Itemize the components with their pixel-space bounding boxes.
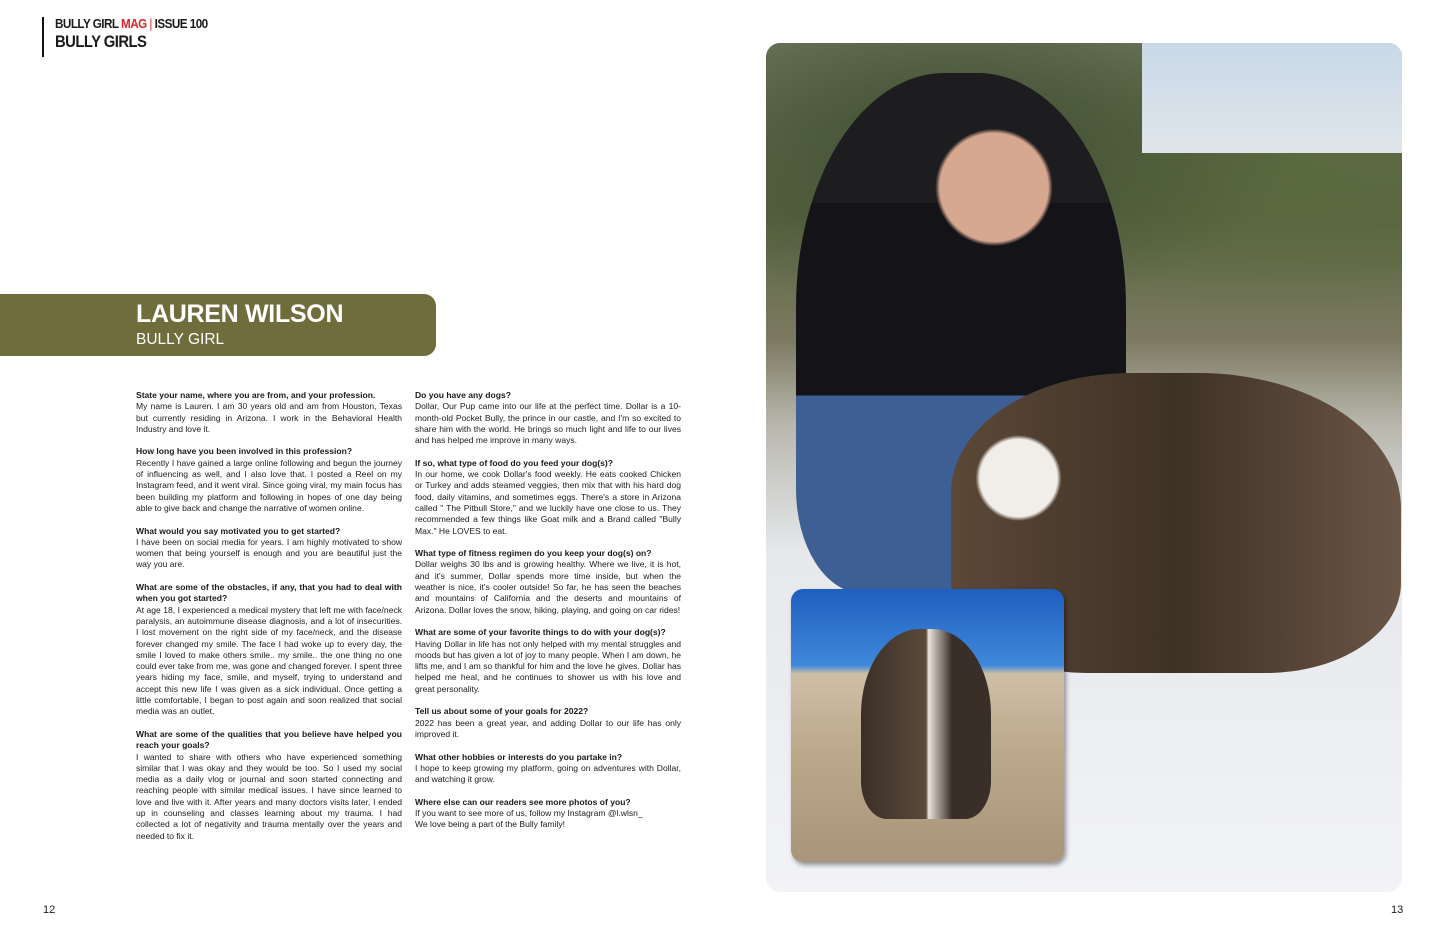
section-title: BULLY GIRLS (55, 33, 147, 51)
question: How long have you been involved in this profession? (136, 446, 353, 457)
question: What type of fitness regimen do you keep your dog(s) on? (415, 548, 652, 559)
sky (1142, 43, 1402, 153)
question: What other hobbies or interests do you partake in? (415, 751, 623, 762)
answer: 2022 has been a great year, and adding Dollar to our life has only improved it. (415, 717, 681, 739)
qa-item (136, 526, 402, 571)
answer: I have been on social media for years. I am highly motivated to show women that being yourself is enough and you are beautiful just the way you are. (136, 536, 402, 570)
qa-item (415, 627, 681, 695)
answer: In our home, we cook Dollar's food weekly. He eats cooked Chicken or Turkey and adds steamed veggies, then mix that with his hard dog food, daily vitamins, and sometimes eggs. There's a store in Arizona called " The Pitbull Store," and we luckily have one close to us. They recommended a few things like Goat milk and a Brand called "Bully Max." He LOVES to eat. (415, 469, 681, 536)
qa-item (415, 752, 681, 786)
puppy-figure (861, 629, 991, 819)
question: Do you have any dogs? (415, 390, 511, 400)
qa-item (415, 706, 681, 740)
question: If so, what type of food do you feed your dog(s)? (415, 457, 613, 468)
separator: | (146, 16, 155, 31)
qa-item (136, 390, 402, 435)
page-number-right: 13 (1391, 904, 1404, 916)
answer: Having Dollar in life has not only helped with my mental struggles and moods but has given a lot of joy to many people. When I am down, he lifts me, and I am so thankful for him and the love he gives. Dollar has helped me heal, and he continues to shower us with his love and great personality. (415, 638, 681, 694)
qa-item (136, 729, 402, 842)
answer: Recently I have gained a large online following and begun the journey of influencing as well, and I also love that. I posted a Reel on my Instagram feed, and it went viral. Since going viral, my main focus has been building my platform and following in hopes of one day being able to give back and change the narrative of women online. (136, 457, 402, 513)
question: What are some of the obstacles, if any, that you had to deal with when you got started? (136, 582, 402, 604)
interview-column-right (415, 390, 681, 842)
issue-line (55, 17, 208, 31)
answer: I hope to keep growing my platform, going on adventures with Dollar, and watching it grow. (415, 762, 681, 785)
page-number-left: 12 (43, 904, 56, 916)
answer: I wanted to share with others who have experienced something similar that I was okay and they would be too. So I used my social media as a daily vlog or journal and soon started connecting and reaching people with similar medical issues. I have since learned to love and live with it. After years and many doctors visits later, I ended up in counseling and classes learning about my trauma. I had collected a lot of negativity and trauma mentally over the years and needed to fix it. (136, 751, 402, 841)
brand-accent: MAG (121, 16, 147, 31)
brand: BULLY GIRL (55, 16, 122, 31)
question: What are some of your favorite things to do with your dog(s)? (415, 627, 666, 638)
feature-name: LAUREN WILSON (136, 300, 344, 328)
feature-title-band (0, 294, 436, 356)
feature-role: BULLY GIRL (136, 331, 225, 348)
interview-column-left (136, 390, 402, 853)
issue-number: ISSUE 100 (154, 16, 208, 31)
question: What are some of the qualities that you believe have helped you reach your goals? (136, 728, 402, 751)
answer: Dollar weighs 30 lbs and is growing healthy. Where we live, it is hot, and it's summer, Dollar spends more time inside, but when the weather is nice, it's cooler outside! So far, he has seen the beaches and mountains of California and the deserts and mountains of Arizona. Dollar loves the snow, hiking, playing, and going on car rides! (415, 559, 681, 615)
magazine-header (42, 17, 225, 57)
qa-item (415, 458, 681, 537)
qa-item (415, 390, 681, 446)
answer: Dollar, Our Pup came into our life at the perfect time. Dollar is a 10-month-old Pocket Bully, the prince in our castle, and I'm so excited to share him with the world. He brings so much light and life to our lives and has helped me improve in many ways. (415, 401, 681, 446)
answer: At age 18, I experienced a medical mystery that left me with face/neck paralysis, an autoimmune disease diagnosis, and a lot of insecurities. I lost movement on the right side of my face/neck, and the disease forever changed my smile. The face I had woke up to every day, the smile I loved to make others smile.. my smile.. the one thing no one could ever take from me, was gone and changed forever. I spent three years hiding my face, smile, and myself, trying to understand and accept this new life I was given as a sick individual. Once getting a little comfortable, I began to post again and soon realized that social media was an outlet. (136, 604, 402, 717)
question: Where else can our readers see more photos of you? (415, 796, 631, 807)
answer: If you want to see more of us, follow my Instagram @l.wlsn_ We love being a part of the Bully family! (415, 807, 643, 830)
qa-item (415, 797, 681, 831)
qa-item (136, 446, 402, 514)
question: Tell us about some of your goals for 2022? (415, 706, 589, 717)
inset-photo-puppy-on-sand (791, 589, 1064, 862)
qa-item (136, 582, 402, 718)
question: What would you say motivated you to get started? (136, 525, 341, 536)
qa-item (415, 548, 681, 616)
answer: My name is Lauren. I am 30 years old and am from Houston, Texas but currently residing in Arizona. I work in the Behavioral Health Industry and love it. (136, 401, 402, 434)
question: State your name, where you are from, and your profession. (136, 390, 376, 400)
